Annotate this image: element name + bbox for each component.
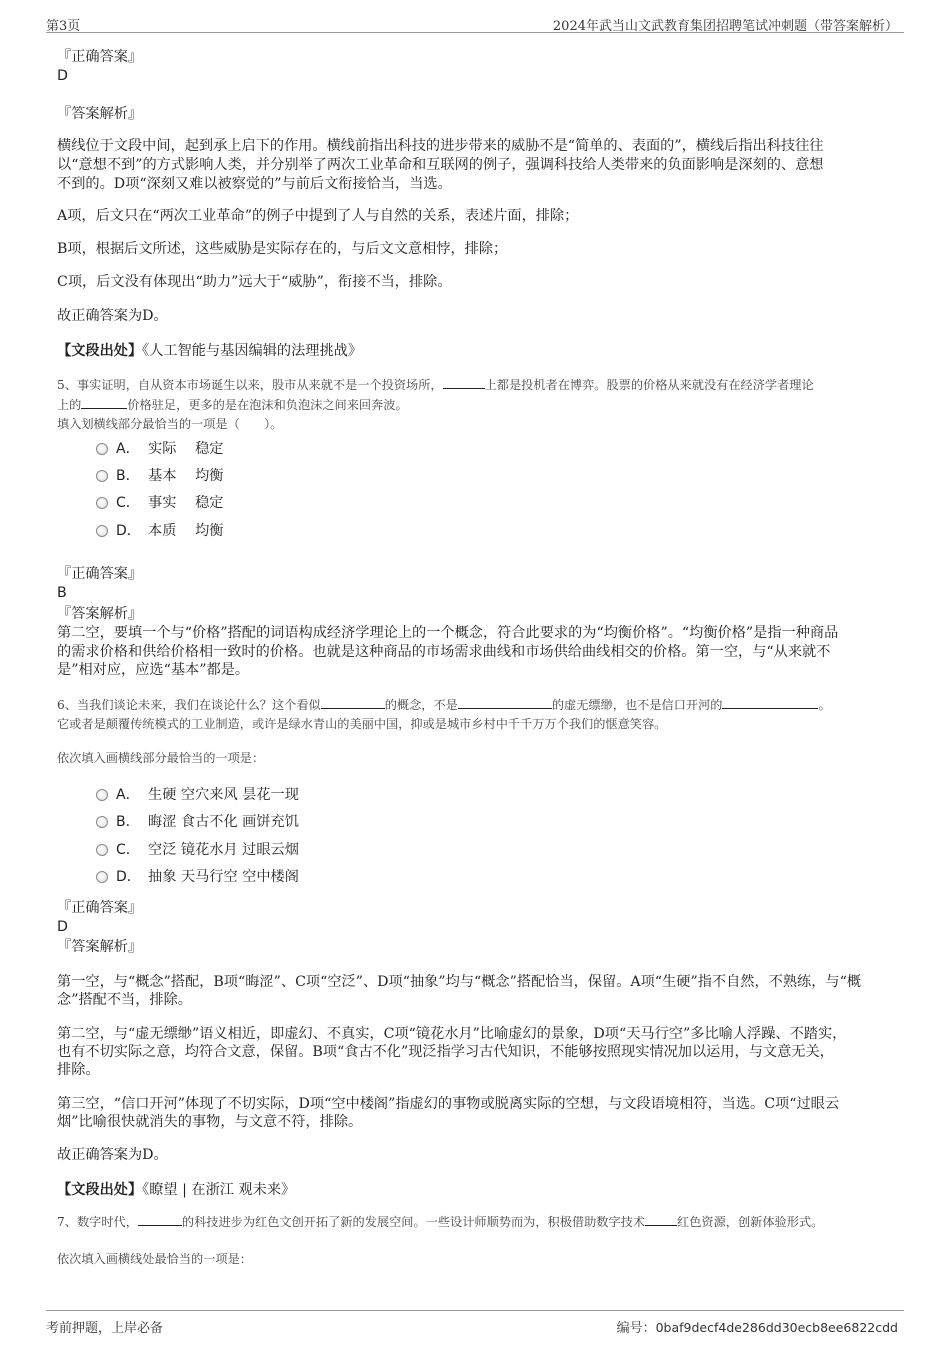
q6-source — [57, 1181, 893, 1199]
q5-analysis-label: 『答案解析』 — [57, 606, 143, 622]
q6-option-b[interactable] — [96, 813, 299, 831]
q4-analysis-label: 『答案解析』 — [57, 106, 143, 122]
document-code — [617, 1317, 898, 1336]
q5-answer: B — [57, 585, 67, 601]
q7-stem-text: 7、数字时代， — [57, 1215, 138, 1229]
q4-analysis-line: 以“意想不到”的方式影响人类，并分别举了两次工业革命和互联网的例子，强调科技给人类带来的负面影响是深刻的、意想 — [57, 157, 824, 173]
q5-stem-text: 上的 — [57, 398, 82, 412]
q4-analysis-line: 故正确答案为D。 — [57, 308, 168, 324]
radio-icon[interactable] — [96, 789, 108, 801]
q4-analysis-line: 横线位于文段中间，起到承上启下的作用。横线前指出科技的进步带来的威胁不是“简单的、表面的”，横线后指出科技往往 — [57, 138, 824, 154]
q7-stem-text: 的科技进步为红色文创开拓了新的发展空间。一些设计师顺势而为，积极借助数字技术 — [181, 1215, 646, 1229]
page-number: 第3页 — [46, 19, 81, 34]
q6-stem-text: 。 — [818, 698, 831, 712]
source-label: 【文段出处】 — [57, 1182, 143, 1198]
option-text: 基本 均衡 — [148, 468, 224, 484]
option-text: 生硬 空穴来风 昙花一现 — [148, 787, 299, 803]
q5-option-b[interactable] — [96, 467, 223, 485]
q6-stem-line: 它或者是颠覆传统模式的工业制造，或许是绿水青山的美丽中国，抑或是城市乡村中千千万万个我们的惬意笑容。 — [57, 717, 667, 731]
q5-stem-line — [57, 396, 893, 416]
source-title: 《人工智能与基因编辑的法理挑战》 — [142, 343, 363, 359]
q7-prompt: 依次填入画横线处最恰当的一项是： — [57, 1252, 252, 1266]
q5-stem-text: 价格驻足，更多的是在泡沫和负泡沫之间来回奔波。 — [127, 398, 408, 412]
q4-source — [57, 342, 893, 360]
option-letter: B． — [116, 814, 140, 830]
q6-analysis-line: 故正确答案为D。 — [57, 1147, 168, 1163]
q5-option-a[interactable] — [96, 440, 223, 458]
option-letter: C． — [116, 495, 140, 511]
q5-answer-label: 『正确答案』 — [57, 566, 143, 582]
source-title: 《瞭望 | 在浙江 观未来》 — [142, 1182, 296, 1198]
radio-icon[interactable] — [96, 525, 108, 537]
q6-blank-2 — [458, 696, 552, 709]
page-header — [46, 12, 904, 33]
option-letter: A． — [116, 787, 140, 803]
radio-icon[interactable] — [96, 443, 108, 455]
footer-slogan: 考前押题，上岸必备 — [46, 1321, 164, 1336]
option-letter: B． — [116, 468, 140, 484]
q7-stem-text: 红色资源，创新体验形式。 — [677, 1215, 824, 1229]
q6-stem-text: 的虚无缥缈，也不是信口开河的 — [551, 698, 723, 712]
option-letter: A． — [116, 441, 140, 457]
q6-option-a[interactable] — [96, 786, 299, 804]
document-title: 2024年武当山文武教育集团招聘笔试冲刺题（带答案解析） — [552, 19, 898, 34]
option-letter: D． — [116, 523, 141, 539]
radio-icon[interactable] — [96, 497, 108, 509]
q4-answer-label: 『正确答案』 — [57, 49, 143, 65]
option-text: 本质 均衡 — [148, 523, 224, 539]
q5-blank-2 — [81, 396, 127, 409]
option-letter: C． — [116, 842, 140, 858]
radio-icon[interactable] — [96, 844, 108, 856]
option-text: 抽象 天马行空 空中楼阁 — [148, 869, 299, 885]
q6-analysis-line: 念”搭配不当，排除。 — [57, 992, 192, 1008]
code-label: 编号： — [616, 1321, 656, 1336]
code-value: 0baf9decf4de286dd30ecb8ee6822cdd — [655, 1320, 898, 1335]
source-label: 【文段出处】 — [57, 343, 143, 359]
option-text: 事实 稳定 — [148, 495, 224, 511]
q6-analysis-line: 第一空，与“概念”搭配，B项“晦涩”、C项“空泛”、D项“抽象”均与“概念”搭配恰当，保留。A项“生硬”指不自然，不熟练，与“概 — [57, 974, 862, 990]
q4-analysis-line: B项，根据后文所述，这些威胁是实际存在的，与后文文意相悖，排除； — [57, 241, 508, 257]
q6-analysis-line: 第二空，与“虚无缥缈”语义相近，即虚幻、不真实，C项“镜花水月”比喻虚幻的景象，D项“天马行空”多比喻人浮躁、不踏实， — [57, 1026, 847, 1042]
q5-option-d[interactable] — [96, 522, 223, 540]
q4-answer: D — [57, 68, 68, 84]
q6-analysis-line: 排除。 — [57, 1062, 100, 1078]
q6-blank-3 — [722, 696, 818, 709]
radio-icon[interactable] — [96, 816, 108, 828]
q5-analysis-line: 是”相对应，应选“基本”都是。 — [57, 662, 250, 678]
option-text: 晦涩 食古不化 画饼充饥 — [148, 814, 299, 830]
q4-analysis-line: 不到的。D项“深刻又难以被察觉的”与前后文衔接恰当，当选。 — [57, 176, 452, 192]
option-text: 实际 稳定 — [148, 441, 224, 457]
q5-prompt: 填入划横线部分最恰当的一项是（ ）。 — [57, 417, 283, 431]
q6-analysis-line: 也有不切实际之意，均符合文意，保留。B项“食古不化”现泛指学习古代知识，不能够按照现实情况加以运用，与文意无关， — [57, 1044, 834, 1060]
page-footer — [46, 1310, 904, 1337]
q6-option-d[interactable] — [96, 868, 299, 886]
radio-icon[interactable] — [96, 470, 108, 482]
q4-analysis-line: A项，后文只在“两次工业革命”的例子中提到了人与自然的关系，表述片面，排除； — [57, 208, 579, 224]
q6-analysis-label: 『答案解析』 — [57, 939, 143, 955]
q6-analysis-line: 第三空，“信口开河”体现了不切实际，D项“空中楼阁”指虚幻的事物或脱离实际的空想，与文段语境相符，当选。C项“过眼云 — [57, 1096, 840, 1112]
q6-blank-1 — [321, 696, 385, 709]
q5-stem-line — [57, 376, 893, 396]
q7-stem-line — [57, 1213, 893, 1233]
q7-blank-1 — [138, 1213, 182, 1226]
option-text: 空泛 镜花水月 过眼云烟 — [148, 842, 299, 858]
q5-option-c[interactable] — [96, 494, 223, 512]
q6-stem-text: 的概念，不是 — [384, 698, 458, 712]
option-letter: D． — [116, 869, 141, 885]
q6-answer: D — [57, 919, 68, 935]
q5-stem-text: 上都是投机者在博弈。股票的价格从来就没有在经济学者理论 — [484, 378, 814, 392]
q6-prompt: 依次填入画横线部分最恰当的一项是： — [57, 751, 265, 765]
q5-analysis-line: 的需求价格和供给价格相一致时的价格。也就是这种商品的市场需求曲线和市场供给曲线相交的价格。第一空，与“从来就不 — [57, 644, 831, 660]
q5-analysis-line: 第二空，要填一个与“价格”搭配的词语构成经济学理论上的一个概念，符合此要求的为“均衡价格”。“均衡价格”是指一种商品 — [57, 625, 839, 641]
q6-option-c[interactable] — [96, 841, 299, 859]
q5-stem-text: 5、事实证明，自从资本市场诞生以来，股市从来就不是一个投资场所， — [57, 378, 443, 392]
q4-analysis-line: C项，后文没有体现出“助力”远大于“威胁”，衔接不当，排除。 — [57, 274, 452, 290]
q7-blank-2 — [645, 1213, 677, 1226]
q5-blank-1 — [443, 376, 485, 389]
q6-analysis-line: 烟”比喻很快就消失的事物，与文意不符，排除。 — [57, 1114, 363, 1130]
q6-stem-line — [57, 696, 893, 716]
radio-icon[interactable] — [96, 871, 108, 883]
q6-stem-text: 6、当我们谈论未来，我们在谈论什么？这个看似 — [57, 698, 321, 712]
q6-answer-label: 『正确答案』 — [57, 900, 143, 916]
